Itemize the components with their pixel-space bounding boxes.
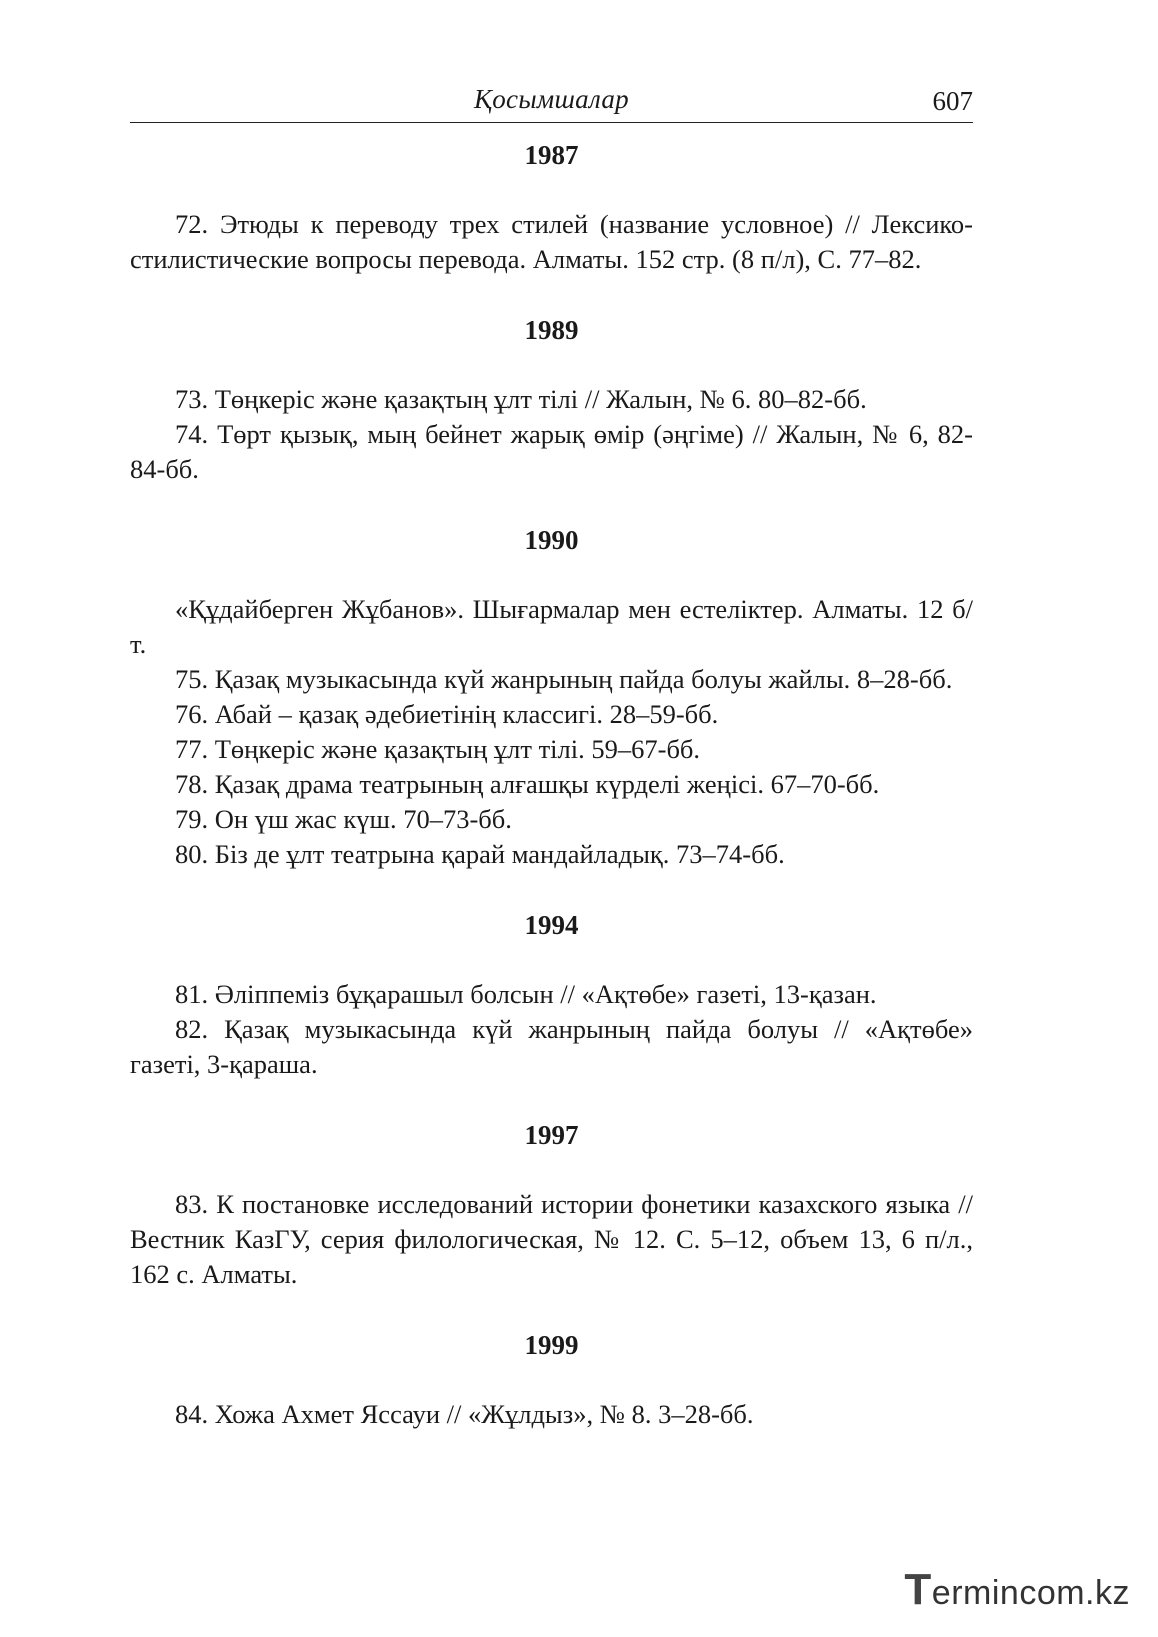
bibliography-entry: 78. Қазақ драма театрының алғашқы күрделі жеңісі. 67–70-бб. (175, 769, 880, 799)
bibliography-entry: 79. Он үш жас күш. 70–73-бб. (175, 804, 512, 834)
bibliography-list (130, 138, 973, 1468)
bibliography-entry: 77. Төңкеріс және қазақтың ұлт тілі. 59–67-бб. (175, 734, 701, 764)
year-heading: 1990 (524, 525, 579, 555)
watermark-logo (904, 1565, 1130, 1615)
year-section (130, 908, 973, 1082)
bibliography-entry: 84. Хожа Ахмет Яссауи // «Жұлдыз», № 8. 3–28-бб. (175, 1399, 754, 1429)
bibliography-entry: 83. К постановке исследований истории фонетики казахского языка // Вестник КазГУ, серия филологическая, № 12. С. 5–12, объем 13, 6 п/л., 162 с. Алматы. (130, 1189, 973, 1289)
bibliography-entry: 82. Қазақ музыкасында күй жанрының пайда болуы // «Ақтөбе» газеті, 3-қараша. (130, 1014, 973, 1079)
bibliography-entry: «Құдайберген Жұбанов». Шығармалар мен естеліктер. Алматы. 12 б/т. (130, 594, 973, 659)
year-heading: 1994 (524, 910, 579, 940)
year-section (130, 138, 973, 277)
year-heading: 1987 (524, 140, 579, 170)
year-section (130, 313, 973, 487)
page-header (130, 80, 973, 123)
bibliography-entry: 74. Төрт қызық, мың бейнет жарық өмір (әңгіме) // Жалын, № 6, 82-84-бб. (130, 419, 973, 484)
bibliography-entry: 72. Этюды к переводу трех стилей (название условное) // Лексико-стилистические вопросы перевода. Алматы. 152 стр. (8 п/л), С. 77–82. (130, 209, 973, 274)
year-section (130, 1118, 973, 1292)
year-heading: 1997 (524, 1120, 579, 1150)
watermark-text: ermincom.kz (931, 1574, 1130, 1612)
bibliography-entry: 80. Біз де ұлт театрына қарай мандайладық. 73–74-бб. (175, 839, 785, 869)
bibliography-entry: 73. Төңкеріс және қазақтың ұлт тілі // Жалын, № 6. 80–82-бб. (175, 384, 867, 414)
bibliography-entry: 75. Қазақ музыкасында күй жанрының пайда болуы жайлы. 8–28-бб. (175, 664, 953, 694)
watermark-lead-letter: T (904, 1565, 932, 1614)
running-title: Қосымшалар (474, 84, 629, 114)
year-section (130, 523, 973, 872)
bibliography-entry: 76. Абай – қазақ әдебиетінің классигі. 28–59-бб. (175, 699, 719, 729)
year-heading: 1999 (524, 1330, 579, 1360)
year-heading: 1989 (524, 315, 579, 345)
page-number: 607 (932, 86, 973, 116)
year-section (130, 1328, 973, 1432)
bibliography-entry: 81. Әліппеміз бұқарашыл болсын // «Ақтөбе» газеті, 13-қазан. (175, 979, 877, 1009)
